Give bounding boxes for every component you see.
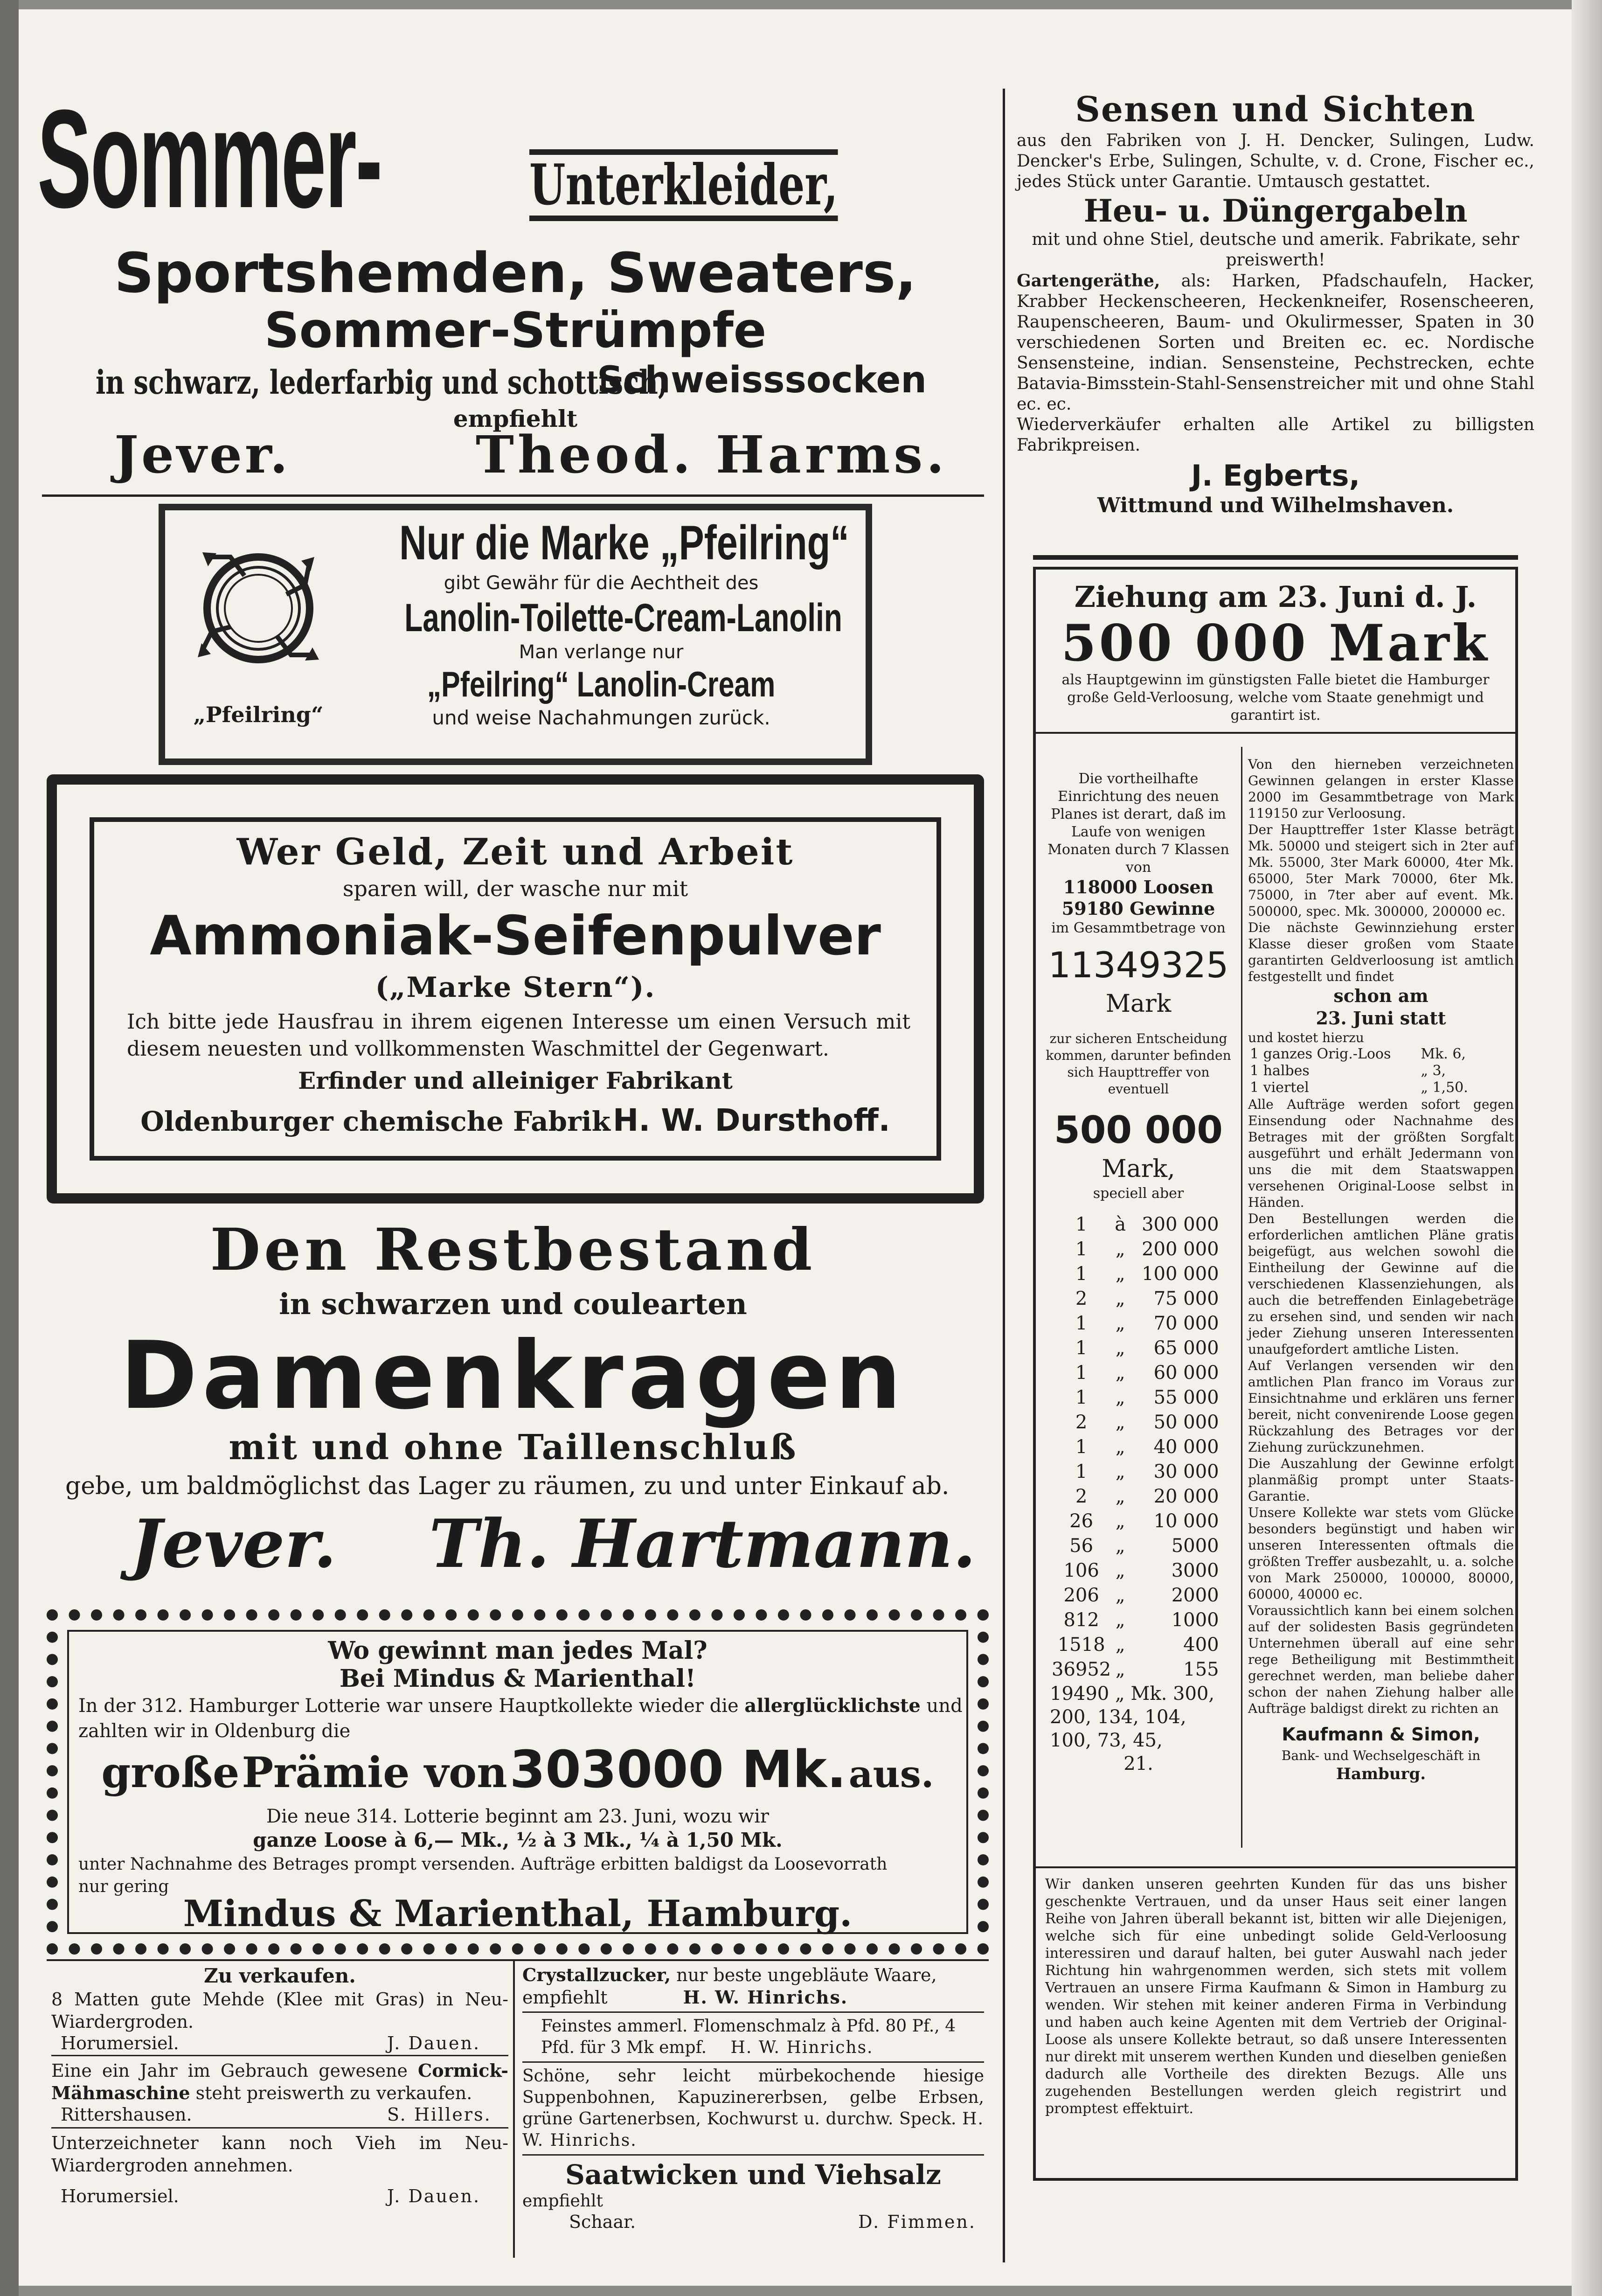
prize-sep: „ [1115, 1535, 1125, 1557]
ad-sensen-text3b: als: Harken, Pfadschaufeln, Hacker, Krabber Heckenscheeren, Heckenkneifer, Rosenscheeren, Raupenscheeren, Baum- und Okulirmesser, Spaten in 30 verschiedenen Sorten und Breiten ec. ec. Nordische Sensensteine, indian. Sensensteine, Pechstrecken, echte Batavia-Bimsstein-Stahl-Sensenstreicher mit und ohne Stahl ec. ec. [1017, 271, 1534, 414]
small-ad-right-p4: Saatwicken und Viehsalz [565, 2159, 941, 2191]
ad-pfeilring-line5: und weise Nachahmungen zurück. [432, 706, 770, 729]
ad-mindus-t1a: In der 312. Hamburger Lotterie war unsere Hauptkollekte wieder die [78, 1695, 739, 1717]
prize-amount: 10 000 [1153, 1510, 1219, 1532]
ad-kaufmann-firm3: Hamburg. [1336, 1765, 1426, 1783]
prize-sep: „ [1115, 1263, 1125, 1285]
ad-sensen-text2: mit und ohne Stiel, deutsche und amerik. Fabrikate, sehr preiswerth! [1032, 230, 1519, 270]
prize-sep: „ [1115, 1337, 1125, 1359]
prize-row [1050, 1583, 1221, 1608]
ad-kaufmann-footer: Wir danken unseren geehrten Kunden für das uns bisher geschenkte Vertrauen, und da unser Haus seit einer langen Reihe von Jahren überall bekannt ist, bitten wir alle Diejenigen, welche sich für eine unbedingt solide Geld-Verloosung interessiren und darauf halten, bei guter Auswahl nach jeder Richtung hin wahrgenommen werden, sich stets mit vollem Vertrauen an unsere Firma Kaufmann & Simon in Hamburg zu wenden. Wir stehen mit keiner anderen Firma in Verbindung und haben auch keine Agenten mit dem Vertrieb der Original-Loose als unsere Kollekte betraut, so daß unsere Interessenten nur direkt mit unserem werthen Kunden und dieselben genießen dadurch alle Vortheile des direkten Bezugs. Alle uns zugehenden Bestellungen werden gleich registrirt und promptest effektuirt. [1045, 1876, 1507, 2117]
prize-amount: 1000 [1171, 1609, 1219, 1631]
small-ad-right-p3-text: Schöne, sehr leicht mürbekochende hiesige Suppenbohnen, Kapuzinererbsen, gelbe Erbsen, grüne Gartenerbsen, Kochwurst u. durchw. Speck. [522, 2066, 984, 2129]
ad-kaufmann-left6: speciell aber [1093, 1185, 1184, 1202]
prize-amount: 60 000 [1153, 1362, 1219, 1384]
ad-mindus-t2: zahlten wir in Oldenburg die [78, 1720, 351, 1742]
prize-amount: 3000 [1171, 1560, 1219, 1581]
ad-kaufmann-right2: Der Haupttreffer 1ster Klasse beträgt Mk. 50000 und steigert sich in 2ter auf Mk. 55000, 3ter Mark 60000, 4ter Mk. 65000, 5ter Mark 70000, 6ter Mk. 75000, in 7ter aber auf event. Mk. 500000, spec. Mk. 300000, 200000 ec. [1248, 822, 1514, 919]
prize-count: 2 [1075, 1288, 1088, 1309]
prize-count: 1 [1075, 1238, 1088, 1260]
prize-count: 1 [1075, 1387, 1088, 1408]
ad-mindus-t5: unter Nachnahme des Betrages prompt versenden. Aufträge erbitten baldigst da Loosevorrath [78, 1855, 888, 1874]
prize-sep: „ [1115, 1560, 1125, 1581]
ad-ammoniak-maker-a: Oldenburger chemische Fabrik [140, 1106, 610, 1137]
prize-sep: „ [1115, 1585, 1125, 1606]
prize-row [1050, 1633, 1221, 1657]
small-ad-1-sign: J. Dauen. [387, 2033, 481, 2053]
ad-ammoniak-body: Ich bitte jede Hausfrau in ihrem eigenen Interesse um einen Versuch mit diesem neuesten und vollkommensten Waschmittel der Gegenwart. [127, 1010, 910, 1061]
prize-sep: „ [1115, 1412, 1125, 1433]
prize-sep: „ [1115, 1313, 1125, 1334]
small-ad-right-p3-sign: H. W. Hinrichs. [522, 2109, 984, 2150]
prize-amount: 70 000 [1153, 1313, 1219, 1334]
prize-sep: „ [1115, 1634, 1125, 1656]
ad-kaufmann-right4: schon am [1333, 985, 1429, 1006]
ad-restbestand-merchant: Th. Hartmann. [429, 1505, 976, 1583]
prize-sep: „ [1115, 1362, 1125, 1384]
prize-count: 1 [1075, 1436, 1088, 1458]
ad-kaufmann-right11: Unsere Kollekte war stets vom Glücke besonders begünstigt und haben wir unseren Interessenten oftmals die größten Treffer ausbezahlt, u. a. solche von Mark 250000, 100000, 80000, 60000, 40000 ec. [1248, 1505, 1514, 1602]
small-ad-2-footer [51, 2104, 508, 2128]
ad-sensen-place: Wittmund und Wilhelmshaven. [1097, 494, 1454, 517]
ad-restbestand-line4: mit und ohne Taillenschluß [229, 1427, 798, 1468]
arrow-ring-logo-icon [174, 524, 342, 692]
ad-pfeilring-text [342, 515, 860, 731]
ad-kaufmann-firm: Kaufmann & Simon, [1282, 1724, 1480, 1745]
prize-amount: 155 [1183, 1659, 1219, 1680]
ad-restbestand-product: Damenkragen [120, 1322, 906, 1430]
ad-sommer-line4a: in schwarz, lederfarbig und schottisch, [96, 363, 667, 402]
page-edge-left [0, 0, 19, 2296]
ad-ammoniak-maker [94, 1102, 936, 1140]
ad-sensen-title: Sensen und Sichten [1075, 90, 1476, 130]
prize-sep: „ [1115, 1609, 1125, 1631]
small-ad-2-text-a: Eine ein Jahr im Gebrauch gewesene [51, 2060, 408, 2081]
ad-kaufmann-left-amount-unit: Mark [1105, 990, 1172, 1018]
ad-pfeilring-line3: Man verlange nur [519, 641, 684, 663]
ad-kaufmann-prize-tail4: 21. [1123, 1753, 1153, 1774]
ad-pfeilring-title: Nur die Marke „Pfeilring“ [399, 516, 849, 570]
ad-kaufmann-left4: im Gesammtbetrage von [1051, 920, 1226, 936]
prize-amount: 30 000 [1153, 1461, 1219, 1482]
small-ad-right-p2-text: Feinstes ammerl. Flomenschmalz à Pfd. 80 Pf., 4 Pfd. für 3 Mk empf. [541, 2017, 956, 2057]
prize-count: 206 [1063, 1585, 1099, 1606]
ad-kaufmann-left-amount: 11349325 [1048, 944, 1229, 986]
prize-count: 1 [1075, 1263, 1088, 1285]
prize-sep: „ [1115, 1436, 1125, 1458]
small-ad-right-p2-sign: H. W. Hinrichs. [730, 2038, 874, 2057]
prize-amount: 200 000 [1142, 1238, 1219, 1260]
small-ad-1-footer [51, 2033, 508, 2056]
ad-sensen [1017, 89, 1534, 550]
ad-mindus-t6: nur gering [78, 1877, 169, 1896]
prize-count: 1518 [1057, 1634, 1105, 1656]
ad-sensen-text3 [1017, 271, 1534, 415]
prize-sep: „ [1115, 1387, 1125, 1408]
price-label: 1 halbes [1250, 1063, 1310, 1079]
ad-kaufmann-right7: Alle Aufträge werden sofort gegen Einsendung oder Nachnahme des Betrages mit der größten Sorgfalt ausgeführt und erhält Jedermann von uns die mit dem Staatswappen versehenen Original-Loose selbst in Händen. [1248, 1097, 1514, 1210]
prize-row [1050, 1336, 1221, 1361]
ad-kaufmann-left3: 59180 Gewinne [1061, 898, 1215, 919]
prize-count: 56 [1069, 1535, 1094, 1557]
price-label: 1 ganzes Orig.-Loos [1250, 1046, 1391, 1062]
prize-row [1050, 1435, 1221, 1460]
prize-row [1050, 1657, 1221, 1682]
prize-row [1050, 1311, 1221, 1336]
column-rule [1003, 89, 1005, 2262]
prize-row [1050, 1608, 1221, 1633]
small-ad-right-p4-sign: D. Fimmen. [858, 2212, 976, 2232]
rule [1036, 1866, 1515, 1868]
small-ad-3-footer [51, 2186, 508, 2214]
ad-pfeilring-logo [174, 524, 342, 734]
ad-mindus-big-d: aus. [848, 1752, 934, 1796]
rule [42, 494, 984, 497]
small-ad-2 [51, 2059, 508, 2129]
ad-mindus-firm: Mindus & Marienthal, Hamburg. [183, 1892, 853, 1935]
ad-kaufmann-right3: Die nächste Gewinnziehung erster Klasse dieser großen vom Staate garantirten Geldverloosung ist amtlich festgestellt und findet [1248, 920, 1514, 984]
ad-restbestand-city: Jever. [131, 1505, 337, 1583]
prize-row [1050, 1237, 1221, 1262]
ad-sommer-city: Jever. [114, 424, 291, 485]
ad-mindus-big-b: Prämie von [242, 1748, 507, 1797]
ad-sensen-text1: aus den Fabriken von J. H. Dencker, Sulingen, Ludw. Dencker's Erbe, Sulingen, Schulte, v. d. Crone, Fischer ec., jedes Stück unter Garantie. Umtausch gestattet. [1017, 131, 1534, 191]
ad-pfeilring [159, 504, 872, 765]
prize-count: 1 [1075, 1461, 1088, 1482]
prize-sep: „ [1115, 1461, 1125, 1482]
ad-ammoniak-brand: („Marke Stern“). [375, 971, 656, 1004]
prize-count: 1 [1075, 1313, 1088, 1334]
prize-amount: 20 000 [1153, 1486, 1219, 1507]
price-row [1248, 1046, 1470, 1063]
prize-sep: „ [1115, 1288, 1125, 1309]
prize-sep: „ [1115, 1510, 1125, 1532]
ad-kaufmann-prize-tail3: 100, 73, 45, [1050, 1730, 1163, 1751]
ad-kaufmann-prize-tail1: 19490 „ Mk. 300, [1050, 1683, 1215, 1705]
small-ad-3-text: Unterzeichneter kann noch Vieh im Neu-Wiardergroden annehmen. [51, 2133, 508, 2176]
ad-ammoniak-maker-b: H. W. Dursthoff. [612, 1102, 890, 1138]
prize-row [1050, 1361, 1221, 1385]
rule [47, 1959, 989, 1961]
small-ad-right-p1b: nur beste ungebläute Waare, [676, 1965, 937, 1985]
small-ad-2-place: Rittershausen. [61, 2104, 192, 2125]
ad-mindus [47, 1609, 989, 1955]
price-value: Mk. 6, [1421, 1046, 1466, 1062]
prize-sep: „ [1115, 1486, 1125, 1507]
prize-amount: 400 [1183, 1634, 1219, 1656]
prize-count: 2 [1075, 1486, 1088, 1507]
small-ad-2-sign: S. Hillers. [387, 2104, 492, 2125]
column-rule-small [513, 1959, 515, 2258]
ad-sommer-line3: Sommer-Strümpfe [264, 302, 767, 359]
ad-kaufmann-firm2: Bank- und Wechselgeschäft in [1281, 1748, 1481, 1763]
ad-kaufmann-left2: 118000 Loosen [1063, 877, 1214, 898]
small-ad-2-text-c: steht preiswerth zu verkaufen. [195, 2083, 472, 2103]
prize-count: 36952 [1052, 1659, 1111, 1680]
prize-row [1050, 1558, 1221, 1583]
prize-row [1050, 1212, 1221, 1237]
ad-ammoniak-product: Ammoniak-Seifenpulver [150, 904, 881, 967]
ad-mindus-big-a: große [101, 1748, 240, 1797]
small-ad-3-sign: J. Dauen. [387, 2186, 481, 2206]
prize-sep: „ [1115, 1659, 1125, 1680]
price-row [1248, 1079, 1470, 1096]
ad-pfeilring-product: Lanolin-Toilette-Cream-Lanolin [404, 596, 842, 640]
ad-restbestand [37, 1218, 989, 1591]
prize-row [1050, 1460, 1221, 1484]
ad-sommer-line4b: Schweisssocken [597, 359, 927, 401]
prize-count: 812 [1063, 1609, 1099, 1631]
prize-row [1050, 1385, 1221, 1410]
ad-sommer [37, 80, 993, 490]
prize-row [1050, 1410, 1221, 1435]
ad-ammoniak-line2: sparen will, der wasche nur mit [342, 876, 688, 901]
ad-pfeilring-line4: „Pfeilring“ Lanolin-Cream [427, 665, 776, 704]
prize-count: 106 [1063, 1560, 1099, 1581]
prize-amount: 300 000 [1142, 1214, 1219, 1235]
ad-kaufmann-sub: als Hauptgewinn im günstigsten Falle bietet die Hamburger große Geld-Verloosung, welche vom Staate genehmigt und garantirt ist. [1061, 672, 1490, 724]
prize-count: 26 [1069, 1510, 1094, 1532]
ad-kaufmann-right10: Die Auszahlung der Gewinne erfolgt planmäßig prompt unter Staats-Garantie. [1248, 1456, 1514, 1504]
rule [522, 2061, 984, 2063]
ad-kaufmann-right12: Voraussichtlich kann bei einem solchen auf der solidesten Basis gegründeten Unternehmen überall auf eine sehr rege Betheiligung mit Bestimmtheit gerechnet werden, man beliebe daher schon der nahen Ziehung halber alle Aufträge baldigst direkt zu richten an [1248, 1603, 1514, 1716]
ad-kaufmann-right1: Von den hierneben verzeichneten Gewinnen gelangen in erster Klasse 2000 im Gesammtbetrage von Mark 119150 zur Verloosung. [1248, 757, 1514, 821]
small-ad-right-p1sign: H. W. Hinrichs. [683, 1987, 848, 2008]
ad-ammoniak-inner [90, 817, 941, 1161]
prize-row [1050, 1509, 1221, 1534]
ad-kaufmann [1033, 567, 1518, 2181]
prize-row [1050, 1262, 1221, 1287]
ad-kaufmann-prize-table [1050, 1212, 1221, 1682]
small-ad-1-place: Horumersiel. [61, 2033, 179, 2053]
rule [1033, 555, 1518, 560]
ad-kaufmann-left5: zur sicheren Entscheidung kommen, darunter befinden sich Haupttreffer von eventuell [1046, 1031, 1231, 1097]
ad-mindus-q1: Wo gewinnt man jedes Mal? [328, 1636, 707, 1665]
small-ad-right-p1a: Crystallzucker, [522, 1964, 671, 1985]
ad-sommer-merchant: Theod. Harms. [476, 424, 948, 485]
small-ad-1-head: Zu verkaufen. [204, 1964, 356, 1987]
ad-kaufmann-price-table [1248, 1046, 1470, 1096]
ad-sommer-word2: Unterkleider, [529, 149, 838, 221]
ad-sommer-line2: Sportshemden, Sweaters, [114, 241, 917, 305]
rule [51, 2055, 508, 2056]
ad-ammoniak-line1: Wer Geld, Zeit und Arbeit [236, 831, 794, 873]
ad-ammoniak-inventor: Erfinder und alleiniger Fabrikant [298, 1067, 733, 1094]
small-ad-right-p1c: empfiehlt [522, 1987, 608, 2008]
prize-amount: 55 000 [1153, 1387, 1219, 1408]
ad-sensen-text3a: Gartengeräthe, [1017, 271, 1160, 291]
ad-kaufmann-right-col [1248, 756, 1514, 1857]
prize-sep: à [1115, 1214, 1126, 1235]
small-ad-right [522, 1964, 984, 2262]
prize-amount: 75 000 [1153, 1288, 1219, 1309]
ad-mindus-t1 [78, 1693, 963, 1719]
small-ad-right-p3 [522, 2066, 984, 2151]
rule [51, 2127, 508, 2129]
ad-kaufmann-left1: Die vortheilhafte Einrichtung des neuen Planes ist derart, daß im Laufe von wenigen Monaten durch 7 Klassen von [1047, 771, 1229, 876]
prize-count: 1 [1075, 1337, 1088, 1359]
ad-kaufmann-right6: und kostet hierzu [1248, 1030, 1364, 1045]
small-ad-right-p4-footer [522, 2212, 984, 2235]
page-edge-right [1572, 0, 1602, 2296]
ad-mindus-t1c: und [926, 1695, 963, 1717]
price-value: „ 3, [1421, 1063, 1446, 1079]
inner-column-rule [1241, 747, 1242, 1848]
prize-sep: „ [1115, 1238, 1125, 1260]
ad-restbestand-line2: in schwarzen und coulearten [279, 1287, 747, 1321]
ad-kaufmann-left-amount2-unit: Mark, [1102, 1155, 1175, 1183]
ad-kaufmann-right5: 23. Juni statt [1316, 1008, 1446, 1029]
ad-sensen-text4: Wiederverkäufer erhalten alle Artikel zu billigsten Fabrikpreisen. [1017, 415, 1534, 455]
ad-mindus-big [69, 1739, 966, 1815]
ad-sommer-empfiehlt: empfiehlt [453, 405, 578, 432]
prize-amount: 40 000 [1153, 1436, 1219, 1458]
rule [522, 2154, 984, 2156]
ad-sensen-firm: J. Egberts, [1191, 459, 1360, 493]
prize-count: 2 [1075, 1412, 1088, 1433]
small-ad-1 [51, 1964, 508, 2052]
ad-mindus-inner [67, 1630, 968, 1934]
ad-restbestand-line5: gebe, um baldmöglichst das Lager zu räumen, zu und unter Einkauf ab. [65, 1472, 950, 1500]
small-ad-2-text [51, 2059, 508, 2104]
price-row [1248, 1063, 1470, 1079]
prize-count: 1 [1075, 1362, 1088, 1384]
prize-amount: 5000 [1171, 1535, 1219, 1557]
ad-mindus-t1b: allerglücklichste [744, 1695, 921, 1717]
prize-amount: 50 000 [1153, 1412, 1219, 1433]
prize-count: 1 [1075, 1214, 1088, 1235]
ad-kaufmann-left-col [1040, 747, 1236, 1866]
rule [522, 2011, 984, 2013]
ad-mindus-big-c: 303000 Mk. [509, 1739, 846, 1799]
rule [1036, 732, 1515, 734]
ad-mindus-t3: Die neue 314. Lotterie beginnt am 23. Juni, wozu wir [266, 1806, 769, 1827]
ad-kaufmann-prize-tail2: 200, 134, 104, [1050, 1706, 1186, 1728]
ad-pfeilring-line1: gibt Gewähr für die Aechtheit des [444, 572, 759, 594]
ad-kaufmann-head: Ziehung am 23. Juni d. J. [1074, 580, 1477, 614]
ad-pfeilring-logo-label: „Pfeilring“ [193, 702, 324, 727]
prize-amount: 65 000 [1153, 1337, 1219, 1359]
prize-amount: 2000 [1171, 1585, 1219, 1606]
ad-kaufmann-right8: Den Bestellungen werden die erforderlichen amtlichen Pläne gratis beigefügt, aus welchen sowohl die Eintheilung der Gewinne auf die verschiedenen Klassenziehungen, als auch die betreffenden Einlagebeträge zu ersehen sind, und senden wir nach jeder Ziehung unseren Interessenten unaufgefordert amtliche Listen. [1248, 1211, 1514, 1357]
price-value: „ 1,50. [1421, 1079, 1468, 1096]
ad-mindus-q2: Bei Mindus & Marienthal! [339, 1664, 696, 1693]
small-ad-right-p1 [522, 1964, 984, 2009]
small-ad-right-p4b: empfiehlt [522, 2192, 603, 2211]
small-ad-3-place: Horumersiel. [61, 2186, 179, 2206]
small-ad-1-text: 8 Matten gute Mehde (Klee mit Gras) in Neu-Wiardergroden. [51, 1989, 508, 2032]
prize-row [1050, 1484, 1221, 1509]
ad-ammoniak [47, 774, 984, 1204]
prize-amount: 100 000 [1142, 1263, 1219, 1285]
ad-kaufmann-left-amount2: 500 000 [1054, 1108, 1223, 1152]
prize-row [1050, 1287, 1221, 1311]
ad-sommer-word1: Sommer- [37, 80, 381, 237]
ad-restbestand-line1: Den Restbestand [210, 1216, 816, 1284]
prize-row [1050, 1534, 1221, 1558]
newspaper-page [19, 9, 1572, 2286]
ad-mindus-t4: ganze Loose à 6,— Mk., ½ à 3 Mk., ¼ à 1,50 Mk. [253, 1829, 783, 1851]
ad-kaufmann-right9: Auf Verlangen versenden wir den amtlichen Plan franco im Voraus zur Einsichtnahme und erklären uns ferner bereit, nicht convenirende Loose gegen Rückzahlung des Betrages vor der Ziehung zurückzunehmen. [1248, 1358, 1514, 1455]
small-ad-2-text-b: Cormick-Mähmaschine [51, 2060, 508, 2103]
price-label: 1 viertel [1250, 1079, 1309, 1096]
small-ad-right-p2 [522, 2016, 984, 2059]
ad-sensen-title2: Heu- u. Düngergabeln [1083, 193, 1468, 229]
small-ad-right-p4-place: Schaar. [569, 2212, 636, 2232]
small-ad-3 [51, 2132, 508, 2206]
ad-kaufmann-big: 500 000 Mark [1061, 614, 1490, 673]
